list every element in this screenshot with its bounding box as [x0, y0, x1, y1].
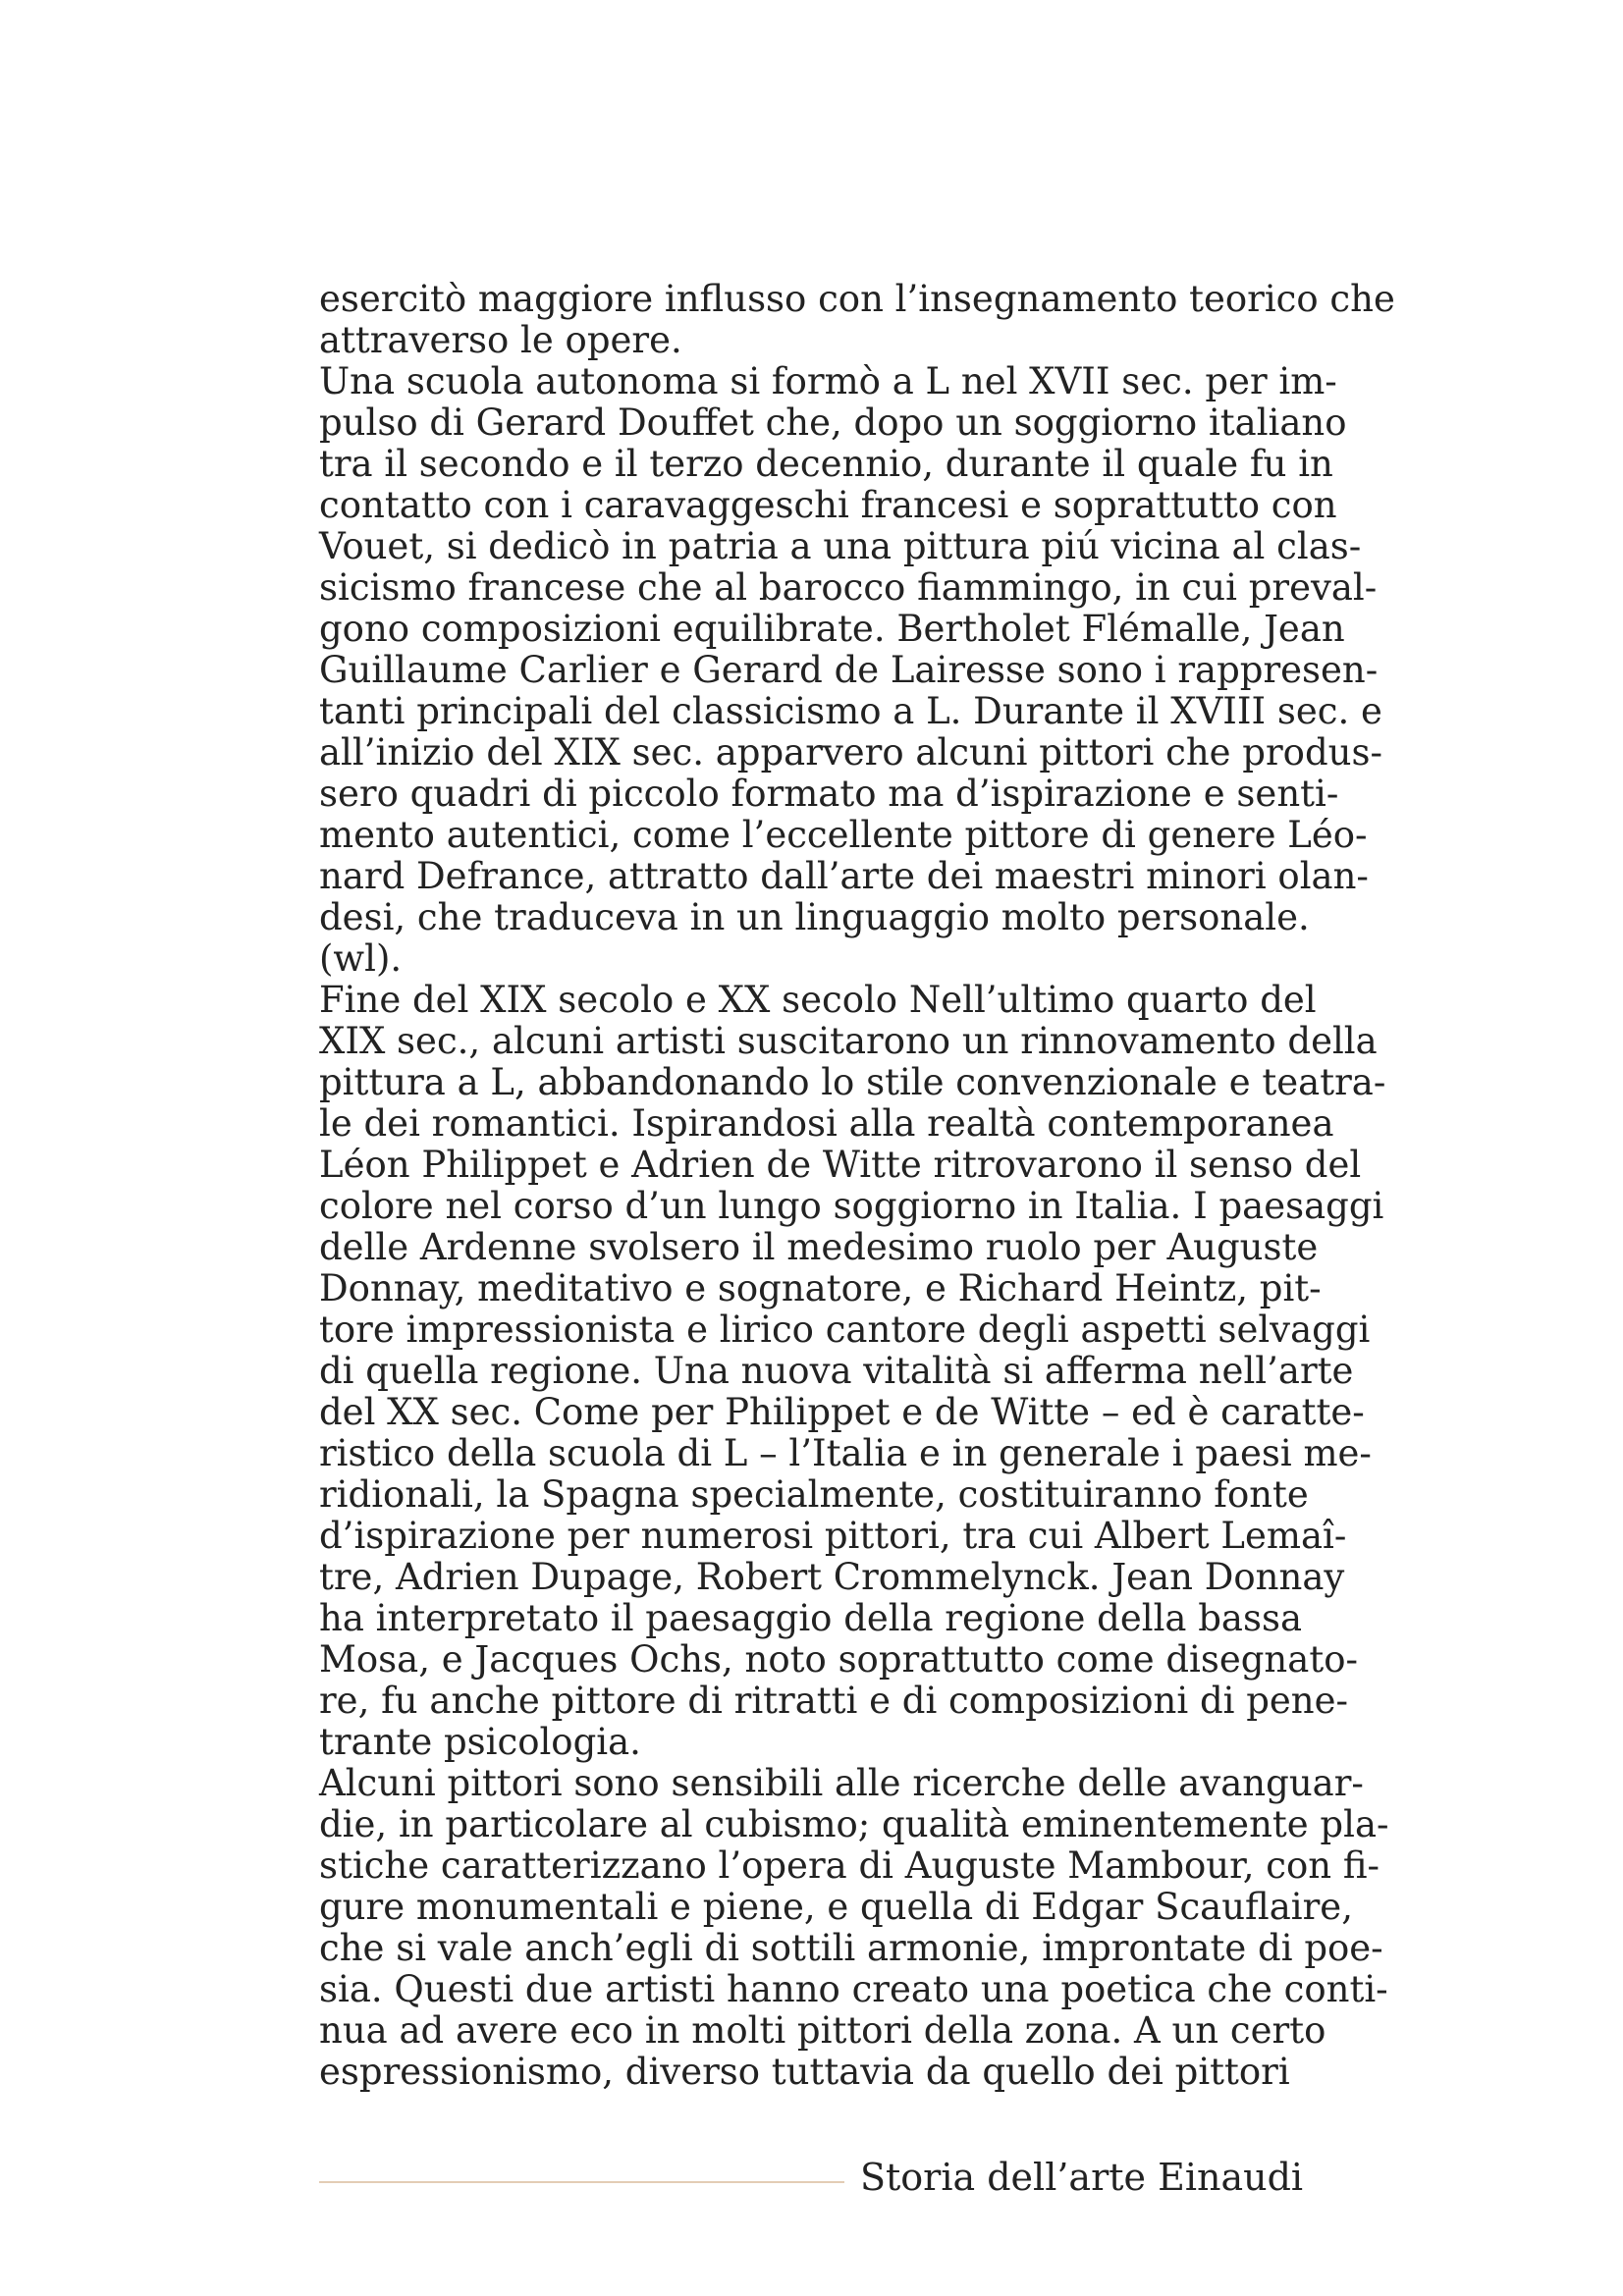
text-line: Vouet, si dedicò in patria a una pittura piú vicina al clas-	[319, 525, 1362, 567]
text-line: ridionali, la Spagna specialmente, costituiranno fonte	[319, 1473, 1309, 1516]
text-line: Donnay, meditativo e sognatore, e Richard Heintz, pit-	[319, 1267, 1322, 1309]
text-line: pittura a L, abbandonando lo stile convenzionale e teatra-	[319, 1061, 1386, 1103]
text-line: ristico della scuola di L – l’Italia e in generale i paesi me-	[319, 1432, 1372, 1474]
text-line: contatto con i caravaggeschi francesi e soprattutto con	[319, 484, 1337, 526]
text-line: gono composizioni equilibrate. Bertholet Flémalle, Jean	[319, 608, 1345, 650]
text-line: tra il secondo e il terzo decennio, durante il quale fu in	[319, 443, 1333, 485]
footer-title: Storia dell’arte Einaudi	[860, 2156, 1304, 2199]
text-line: gure monumentali e piene, e quella di Edgar Scauflaire,	[319, 1886, 1353, 1928]
text-line: XIX sec., alcuni artisti suscitarono un rinnovamento della	[319, 1020, 1378, 1062]
text-line: ha interpretato il paesaggio della regione della bassa	[319, 1597, 1303, 1639]
text-line: (wl).	[319, 937, 403, 980]
text-line: stiche caratterizzano l’opera di Auguste Mambour, con fi-	[319, 1844, 1380, 1887]
footer-rule	[319, 2181, 844, 2183]
text-line: Una scuola autonoma si formò a L nel XVII sec. per im-	[319, 360, 1337, 402]
text-line: colore nel corso d’un lungo soggiorno in Italia. I paesaggi	[319, 1185, 1384, 1227]
text-line: re, fu anche pittore di ritratti e di composizioni di pene-	[319, 1680, 1349, 1722]
text-line: mento autentici, come l’eccellente pittore di genere Léo-	[319, 814, 1368, 856]
text-line: Léon Philippet e Adrien de Witte ritrovarono il senso del	[319, 1144, 1362, 1186]
text-line: nua ad avere eco in molti pittori della zona. A un certo	[319, 2009, 1326, 2052]
text-line: trante psicologia.	[319, 1721, 641, 1763]
text-line: die, in particolare al cubismo; qualità eminentemente pla-	[319, 1803, 1389, 1845]
text-line: esercitò maggiore influsso con l’insegnamento teorico che	[319, 278, 1395, 320]
text-line: espressionismo, diverso tuttavia da quello dei pittori	[319, 2051, 1290, 2093]
text-line: delle Ardenne svolsero il medesimo ruolo per Auguste	[319, 1226, 1319, 1268]
text-line: tanti principali del classicismo a L. Durante il XVIII sec. e	[319, 690, 1382, 732]
text-line: le dei romantici. Ispirandosi alla realtà contemporanea	[319, 1102, 1334, 1145]
text-line: Mosa, e Jacques Ochs, noto soprattutto come disegnato-	[319, 1638, 1358, 1681]
text-line: sero quadri di piccolo formato ma d’ispirazione e senti-	[319, 773, 1339, 815]
text-line: tre, Adrien Dupage, Robert Crommelynck. Jean Donnay	[319, 1556, 1345, 1598]
text-line: tore impressionista e lirico cantore degli aspetti selvaggi	[319, 1308, 1371, 1351]
text-line: pulso di Gerard Douffet che, dopo un soggiorno italiano	[319, 401, 1347, 444]
text-line: sicismo francese che al barocco fiammingo, in cui preval-	[319, 566, 1378, 609]
text-line: attraverso le opere.	[319, 319, 682, 361]
text-line: del XX sec. Come per Philippet e de Witte – ed è caratte-	[319, 1391, 1365, 1433]
text-line: Fine del XIX secolo e XX secolo Nell’ultimo quarto del	[319, 979, 1317, 1021]
text-line: all’inizio del XIX sec. apparvero alcuni pittori che produs-	[319, 731, 1382, 774]
body-text	[319, 278, 1395, 2093]
text-line: d’ispirazione per numerosi pittori, tra cui Albert Lemaî-	[319, 1515, 1347, 1557]
text-line: Alcuni pittori sono sensibili alle ricerche delle avanguar-	[319, 1762, 1364, 1804]
text-line: Guillaume Carlier e Gerard de Lairesse sono i rappresen-	[319, 649, 1379, 691]
text-line: sia. Questi due artisti hanno creato una poetica che conti-	[319, 1968, 1388, 2010]
text-line: nard Defrance, attratto dall’arte dei maestri minori olan-	[319, 855, 1369, 897]
text-line: desi, che traduceva in un linguaggio molto personale.	[319, 896, 1310, 938]
text-line: di quella regione. Una nuova vitalità si afferma nell’arte	[319, 1350, 1354, 1392]
text-line: che si vale anch’egli di sottili armonie, improntate di poe-	[319, 1927, 1383, 1969]
